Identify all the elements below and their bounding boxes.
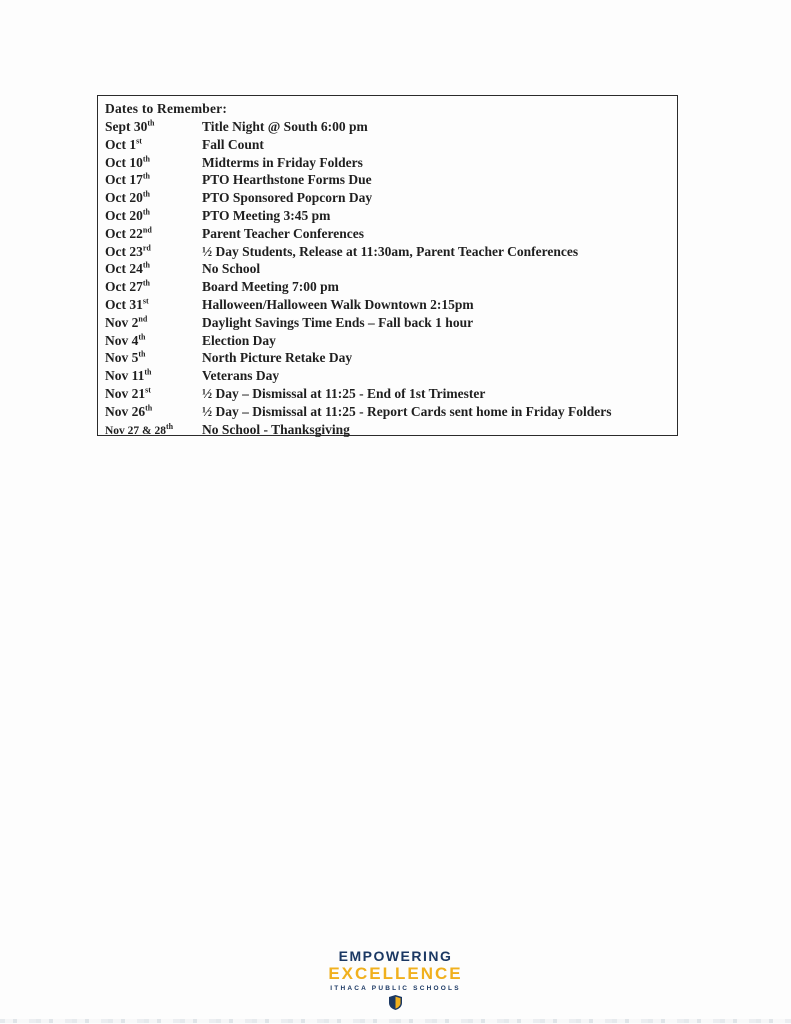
date-ordinal-suffix: th (142, 154, 150, 164)
date-row (105, 403, 669, 421)
dates-heading: Dates to Remember: (105, 101, 228, 116)
date-row (105, 332, 669, 350)
date-label (105, 189, 202, 207)
date-ordinal-suffix: th (138, 332, 146, 342)
event-label: PTO Hearthstone Forms Due (202, 172, 372, 188)
date-label (105, 243, 202, 261)
footer-logo (0, 948, 791, 1016)
date-row (105, 243, 669, 261)
date-ordinal-suffix: st (136, 136, 142, 146)
date-label (105, 278, 202, 296)
date-row (105, 260, 669, 278)
date-label (105, 403, 202, 421)
date-label (105, 118, 202, 136)
event-label: Veterans Day (202, 368, 280, 384)
date-row (105, 189, 669, 207)
date-ordinal-suffix: th (147, 118, 155, 128)
date-label (105, 207, 202, 225)
date-ordinal-suffix: th (142, 278, 150, 288)
date-row (105, 314, 669, 332)
date-ordinal-suffix: rd (142, 243, 151, 253)
date-text: Oct 22 (105, 225, 143, 241)
logo-empowering-text: EMPOWERING (338, 948, 453, 964)
date-ordinal-suffix: th (166, 421, 174, 431)
date-row (105, 171, 669, 189)
date-label (105, 423, 202, 441)
date-text: Oct 10 (105, 154, 143, 170)
date-text: Oct 24 (105, 261, 143, 277)
date-ordinal-suffix: th (144, 367, 152, 377)
date-text: Oct 31 (105, 296, 143, 312)
date-ordinal-suffix: th (145, 403, 153, 413)
shield-icon (389, 995, 402, 1010)
date-row (105, 349, 669, 367)
event-label: North Picture Retake Day (202, 350, 353, 366)
event-label: PTO Sponsored Popcorn Day (202, 190, 373, 206)
dates-box (97, 95, 678, 436)
event-label: Halloween/Halloween Walk Downtown 2:15pm (202, 296, 474, 312)
date-text: Oct 17 (105, 172, 143, 188)
date-text: Nov 27 & 28 (105, 424, 167, 437)
event-label: Daylight Savings Time Ends – Fall back 1 hour (202, 314, 474, 330)
date-ordinal-suffix: st (142, 296, 149, 306)
event-label: No School (202, 261, 261, 277)
logo-schools-text: ITHACA PUBLIC SCHOOLS (330, 984, 461, 992)
event-label: No School - Thanksgiving (202, 421, 350, 437)
date-row (105, 421, 669, 441)
date-ordinal-suffix: nd (138, 314, 148, 324)
date-text: Nov 5 (105, 350, 139, 366)
date-text: Oct 27 (105, 279, 143, 295)
date-row (105, 278, 669, 296)
event-label: ½ Day – Dismissal at 11:25 - Report Cards sent home in Friday Folders (202, 403, 612, 419)
date-ordinal-suffix: th (142, 189, 150, 199)
event-label: ½ Day – Dismissal at 11:25 - End of 1st Trimester (202, 385, 486, 401)
date-row (105, 367, 669, 385)
event-label: PTO Meeting 3:45 pm (202, 207, 331, 223)
logo-excellence-text: EXCELLENCE (328, 964, 463, 984)
date-text: Oct 20 (105, 190, 143, 206)
event-label: Midterms in Friday Folders (202, 154, 363, 170)
date-label (105, 260, 202, 278)
date-row (105, 225, 669, 243)
date-row (105, 207, 669, 225)
event-label: Parent Teacher Conferences (202, 225, 364, 241)
date-text: Nov 2 (105, 314, 139, 330)
date-label (105, 314, 202, 332)
date-text: Nov 11 (105, 368, 145, 384)
date-label (105, 171, 202, 189)
date-ordinal-suffix: nd (142, 225, 152, 235)
date-text: Nov 4 (105, 332, 139, 348)
date-label (105, 332, 202, 350)
date-label (105, 367, 202, 385)
date-text: Nov 21 (105, 385, 146, 401)
date-label (105, 136, 202, 154)
date-text: Nov 26 (105, 403, 146, 419)
date-row (105, 118, 669, 136)
event-label: ½ Day Students, Release at 11:30am, Parent Teacher Conferences (202, 243, 579, 259)
date-row (105, 136, 669, 154)
event-label: Title Night @ South 6:00 pm (202, 119, 368, 134)
date-ordinal-suffix: th (142, 207, 150, 217)
date-ordinal-suffix: th (138, 349, 146, 359)
date-row (105, 385, 669, 403)
dates-list (105, 118, 669, 440)
date-label (105, 154, 202, 172)
date-label (105, 296, 202, 314)
date-text: Oct 23 (105, 243, 143, 259)
event-label: Election Day (202, 332, 276, 348)
date-text: Sept 30 (105, 119, 148, 134)
date-label (105, 385, 202, 403)
date-ordinal-suffix: th (142, 171, 150, 181)
date-ordinal-suffix: th (142, 260, 150, 270)
date-text: Oct 1 (105, 136, 137, 152)
date-label (105, 349, 202, 367)
date-text: Oct 20 (105, 207, 143, 223)
date-row (105, 296, 669, 314)
date-label (105, 225, 202, 243)
date-ordinal-suffix: st (145, 385, 151, 395)
scanner-noise-strip (0, 1019, 791, 1023)
event-label: Board Meeting 7:00 pm (202, 279, 339, 295)
event-label: Fall Count (202, 136, 264, 152)
date-row (105, 154, 669, 172)
